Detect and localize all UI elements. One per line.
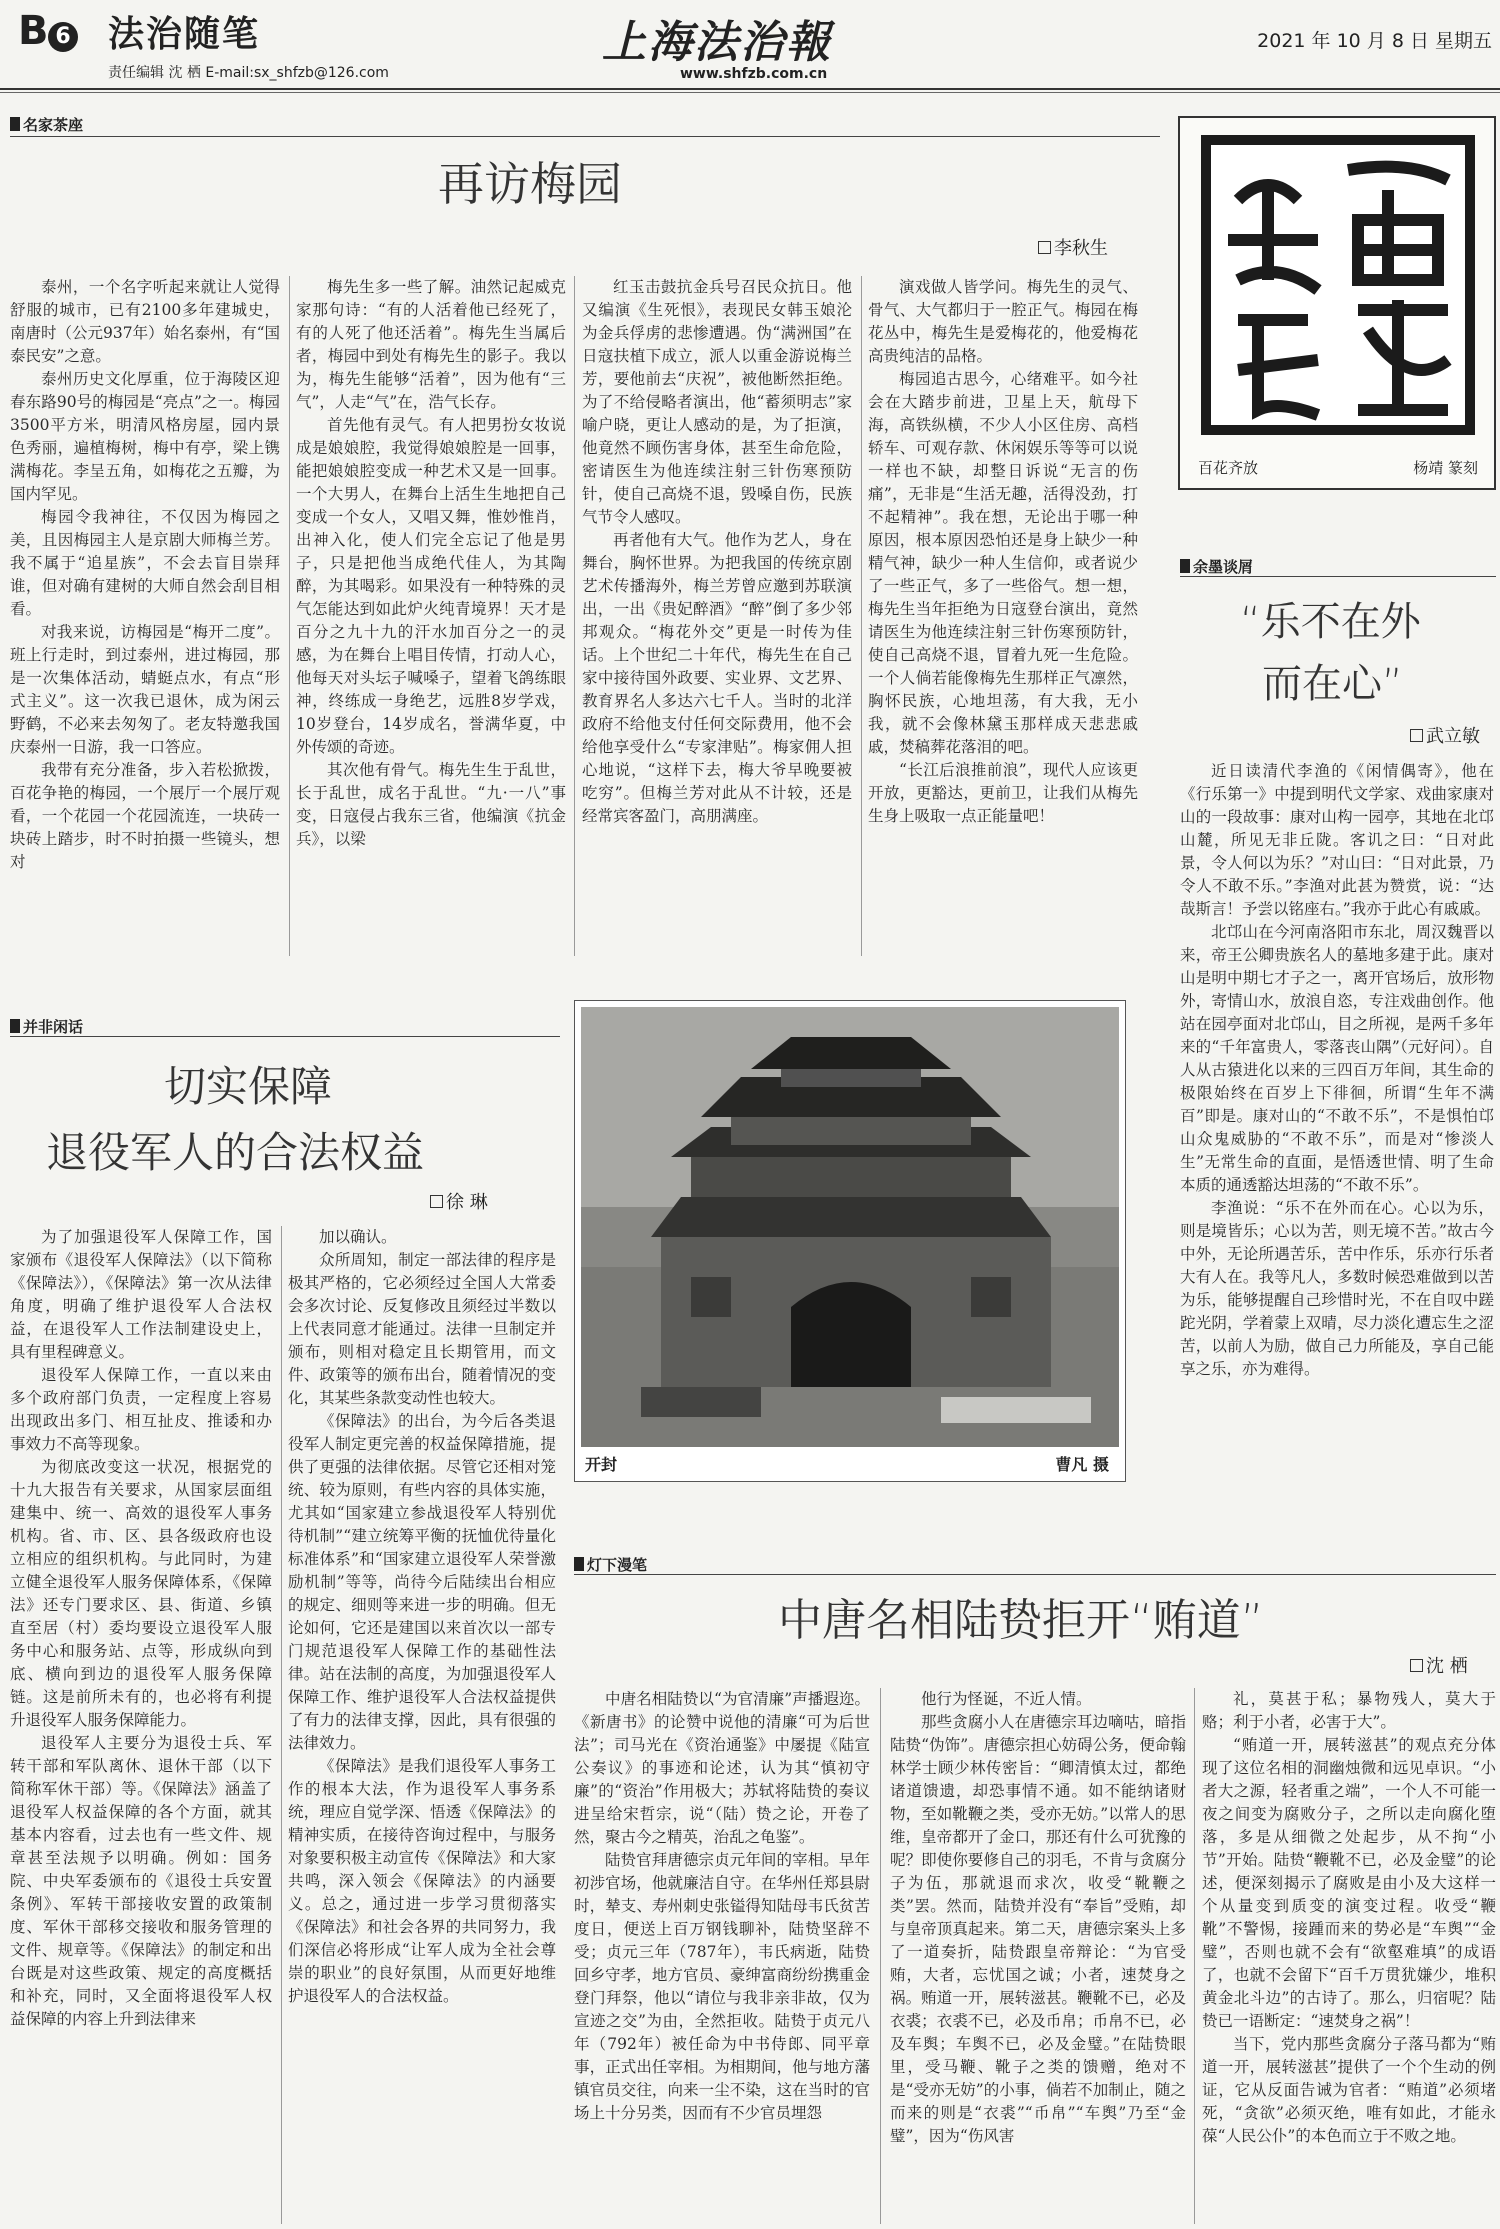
article-column-1 [574, 1688, 870, 2226]
seal-carving-image [1198, 130, 1478, 440]
paragraph: 为彻底改变这一状况，根据党的十九大报告有关要求，从国家层面组建集中、统一、高效的退役军人事务机构。省、市、区、县各级政府也设立相应的组织机构。与此同时，为建立健全退役军人服务保障体系，《保障法》还专门要求区、县、街道、乡镇直至居（村）委均要设立退役军人服务中心和服务站、点等，形成纵向到底、横向到边的退役军人服务保障链。这是前所未有的，也必将有利提升退役军人服务保障能力。 [10, 1458, 272, 1729]
paragraphs [582, 276, 852, 828]
paragraph: 《保障法》是我们退役军人事务工作的根本大法，作为退役军人事务系统，理应自觉学深、悟透《保障法》的精神实质，在接待咨询过程中，与服务对象要积极主动宣传《保障法》和大家共鸣，深入领会《保障法》的内涵要义。总之，通过进一步学习贯彻落实《保障法》和社会各界的共同努力，我们深信必将形成“让军人成为全社会尊崇的职业”的良好氛围，从而更好地维护退役军人的合法权益。 [288, 1757, 556, 2005]
paragraph: 他行为怪诞，不近人情。 [921, 1690, 1092, 1708]
article-column-2 [890, 1688, 1186, 2226]
page-number-badge [18, 8, 76, 52]
column-tag [1180, 556, 1253, 577]
column-divider [574, 276, 575, 956]
paragraph: 礼，莫甚于私；暴物残人，莫大于赂；利于小者，必害于大”。 [1202, 1690, 1496, 1731]
article-title-line1: “乐不在外 [1240, 599, 1421, 645]
paragraph: 退役军人主要分为退役士兵、军转干部和军队离休、退休干部（以下简称军休干部）等。《保障法》涵盖了退役军人权益保障的各个方面，就其基本内容看，过去也有一些文件、规章甚至法规予以明确。例如：国务院、中央军委颁布的《退役士兵安置条例》、军转干部接收安置的政策制度、军休干部移交接收和服务管理的文件、规章等。《保障法》的制定和出台既是对这些政策、规定的高度概括和补充，同时，又全面将退役军人权益保障的内容上升到法律来 [10, 1734, 272, 2028]
article-column-1 [10, 276, 280, 958]
column-tag [574, 1554, 647, 1575]
photo-frame [574, 1000, 1126, 1482]
paragraph: 泰州历史文化厚重，位于海陵区迎春东路90号的梅园是“亮点”之一。梅园3500平方米，明清风格房屋，园内景色秀丽，遍植梅树，梅中有亭，梁上镌满梅花。李呈五角，如梅花之五瓣，为国内罕见。 [10, 370, 280, 503]
paragraphs [288, 1226, 556, 2008]
paragraph: 众所周知，制定一部法律的程序是极其严格的，它必须经过全国人大常委会多次讨论、反复修改且须经过半数以上代表同意才能通过。法律一旦制定并颁布，则相对稳定且长期管用，而文件、政策等的颁布出台，随着情况的变化，其某些条款变动性也较大。 [288, 1251, 556, 1407]
article-column-4 [868, 276, 1138, 958]
tag-block-icon [10, 1019, 20, 1033]
newspaper-url: www.shfzb.com.cn [680, 66, 828, 82]
column-tag-label: 名家茶座 [23, 116, 84, 134]
photo-credit: 曹凡 摄 [1055, 1455, 1109, 1474]
paragraph: 陆贽官拜唐德宗贞元年间的宰相。早年初涉官场，他就廉洁自守。在华州任郑县尉时，辇支、寿州刺史张镒得知陆母韦氏贫苦度日，便送上百万钢钱聊补，陆贽坚辞不受；贞元三年（787年），韦氏病逝，陆贽回乡守孝，地方官员、豪绅富商纷纷携重金登门拜祭，他以“请位与我非亲非故，仅为宣迹之交”为由，全然拒收。陆贽于贞元八年（792年）被任命为中书侍郎、同平章事，正式出任宰相。为相期间，他与地方藩镇官员交往，向来一尘不染，这在当时的官场上十分另类，因而有不少官员埋怨 [574, 1851, 870, 2122]
paragraphs [296, 276, 566, 851]
editor-line: 责任编辑 沈 栖 E-mail:sx_shfzb@126.com [108, 65, 389, 81]
paragraphs [574, 1688, 870, 2125]
paragraphs [868, 276, 1138, 828]
paragraph: 《保障法》的出台，为今后各类退役军人制定更完善的权益保障措施，提供了更强的法律依据。尽管它还相对笼统、较为原则，有些内容的具体实施，尤其如“国家建立参战退役军人特别优待机制”“建立统筹平衡的抚恤优待量化标准体系”和“国家建立退役军人荣誉激励机制”等等，尚待今后陆续出台相应的规定、细则等来进一步的明确。但无论如何，它还是建国以来首次以一部专门规范退役军人保障工作的基础性法律。站在法制的高度，为加强退役军人保障工作、维护退役军人合法权益提供了有力的法律支撑，因此，具有很强的法律效力。 [288, 1412, 556, 1752]
paragraph: 当下，党内那些贪腐分子落马都为“贿道一开，展转滋甚”提供了一个个生动的例证，它从反面告诫为官者：“贿道”必须堵死，“贪欲”必须灭绝，唯有如此，才能永葆“人民公仆”的本色而立于不败之地。 [1202, 2035, 1496, 2145]
article-byline: 沈 栖 [1410, 1652, 1468, 1678]
paragraph: 其次他有骨气。梅先生生于乱世，长于乱世，成名于乱世。“九·一八”事变，日寇侵占我东三省，他编演《抗金兵》，以梁 [296, 761, 566, 848]
column-tag-label: 并非闲话 [23, 1018, 84, 1036]
paragraphs [10, 1226, 272, 2031]
paragraph: 中唐名相陆贽以“为官清廉”声播遐迩。《新唐书》的论赞中说他的清廉“可为后世法”；司马光在《资治通鉴》中屡提《陆宣公奏议》的事迹和论述，认为其“慎初守廉”的“资治”作用极大；苏轼将陆贽的奏议进呈给宋哲宗，说“（陆）贽之论，开卷了然，聚古今之精英，治乱之龟鉴”。 [574, 1690, 870, 1846]
page-number: 6 [48, 22, 78, 52]
article-column-2 [288, 1226, 556, 2226]
header-rule [0, 88, 1500, 90]
paragraph: 那些贪腐小人在唐德宗耳边嘀咕，暗指陆贽“伪饰”。唐德宗担心妨碍公务，便命翰林学士顾少林传密旨：“卿清慎太过，都绝诸道馈遗，却恐事情不通。如不能纳诸财物，至如靴鞭之类，受亦无妨。”以常人的思维，皇帝都开了金口，那还有什么可犹豫的呢？即使你要修自己的羽毛，不肯与贪腐分子为伍，那就退而求次，收受“靴鞭之类”罢。然而，陆贽并没有“奉旨”受贿，却与皇帝顶真起来。第二天，唐德宗案头上多了一道奏折，陆贽跟皇帝辩论：“为官受贿，大者，忘忧国之诚；小者，速焚身之祸。贿道一开，展转滋甚。鞭靴不已，必及衣裘；衣裘不已，必及币帛；币帛不已，必及车舆；车舆不已，必及金璧。”在陆贽眼里，受马鞭、靴子之类的馈赠，绝对不是“受亦无妨”的小事，倘若不加制止，随之而来的则是“衣裘”“币帛”“车舆”乃至“金璧”，因为“伤风害 [890, 1713, 1186, 2145]
tag-block-icon [574, 1557, 584, 1571]
paragraph: 梅园追古思今，心绪难平。如今社会在大踏步前进，卫星上天，航母下海，高铁纵横，不少人小区住房、高档轿车、可观存款、休闲娱乐等等可以说一样也不缺，却整日诉说“无言的伤痛”，无非是“生活无趣，活得没劲，打不起精神”。我在想，无论出于哪一种原因，根本原因恐怕还是身上缺少一种精气神，缺少一种人生信仰，或者说少了一些正气，多了一些俗气。想一想，梅先生当年拒绝为日寇登台演出，竟然请医生为他连续注射三针伤寒预防针，使自己高烧不退，冒着九死一生危险。一个人倘若能像梅先生那样正气凛然，胸怀民族，心地坦荡，有大我，无小我，就不会像林黛玉那样成天悲悲戚戚，焚稿葬花落泪的吧。 [868, 370, 1138, 756]
newspaper-logo: 上海法治報 [602, 17, 832, 68]
column-tag-label: 灯下漫笔 [587, 1556, 648, 1574]
column-divider [880, 1688, 881, 2224]
article-byline: 徐 琳 [430, 1188, 488, 1214]
paragraph: 我带有充分准备，步入若松掀拨，百花争艳的梅园，一个展厅一个展厅观看，一个花园一个花园流连，一块砖一块砖上踏步，时不时拍摄一些镜头，想对 [10, 761, 280, 871]
column-tag [10, 114, 83, 135]
seal-caption: 百花齐放 [1198, 459, 1259, 477]
photo-caption: 开封 [585, 1455, 618, 1474]
paragraph: 首先他有灵气。有人把男扮女妆说成是娘娘腔，我觉得娘娘腔是一回事，能把娘娘腔变成一种艺术又是一回事。一个大男人，在舞台上活生生地把自己变成一个女人，又唱又舞，惟妙惟肖，出神入化，使人们完全忘记了他是男子，只是把他当成绝代佳人，为其陶醉，为其喝彩。如果没有一种特殊的灵气怎能达到如此炉火纯青境界！天才是百分之九十九的汗水加百分之一的灵感，为在舞台上唱目传情，打动人心，他每天对头坛子喊嗓子，望着飞鸽练眼神，终练成一身绝艺，远胜8岁学戏，10岁登台，14岁成名，誉满华夏，中外传颂的奇迹。 [296, 416, 566, 756]
paragraph: 退役军人保障工作，一直以来由多个政府部门负责，一定程度上容易出现政出多门、相互扯皮、推诿和办事效力不高等现象。 [10, 1366, 272, 1453]
paragraphs [890, 1688, 1186, 2148]
column-divider [1194, 1688, 1195, 2224]
paragraph: 北邙山在今河南洛阳市东北，周汉魏晋以来，帝王公卿贵族名人的墓地多建于此。康对山是明中期七才子之一，离开官场后，放形物外，寄情山水，放浪自恣，专注戏曲创作。他站在园亭面对北邙山，目之所视，是两千多年来的“千年富贵人，零落丧山隅”（元好问）。自人从古猿进化以来的三四百万年间，其生命的极限始终在百岁上下徘徊，所谓“生年不满百”即是。康对山的“不敢不乐”，不是惧怕邙山众鬼威胁的“不敢不乐”，而是对“惨淡人生”无常生命的直面，是悟透世情、明了生命本质的通透豁达坦荡的“不敢不乐”。 [1180, 923, 1494, 1194]
article-column-1 [10, 1226, 272, 2226]
paragraph: 近日读清代李渔的《闲情偶寄》，他在《行乐第一》中提到明代文学家、戏曲家康对山的一段故事：康对山构一园亭，其地在北邙山麓，所见无非丘陇。客讥之曰：“日对此景，令人何以为乐？”对山曰：“日对此景，乃令人不敢不乐。”李渔对此甚为赞赏，说：“达哉斯言！予尝以铭座右。”我亦于此心有戚戚。 [1180, 762, 1494, 918]
paragraph: 泰州，一个名字听起来就让人觉得舒服的城市，已有2100多年建城史，南唐时（公元937年）始名泰州，有“国泰民安”之意。 [10, 278, 280, 365]
city-gate-illustration [581, 1007, 1119, 1447]
paragraph: “贿道一开，展转滋甚”的观点充分体现了这位名相的洞幽烛微和远见卓识。“小者大之源，轻者重之端”，一个人不可能一夜之间变为腐败分子，之所以走向腐化堕落，多是从细微之处起步，从不拘“小节”开始。陆贽“鞭靴不已，必及金璧”的论述，便深刻揭示了腐败是由小及大这样一个从量变到质变的演变过程。收受“鞭靴”不警惕，接踵而来的势必是“车舆”“金璧”，否则也就不会有“欲壑难填”的成语了，也就不会留下“百千万贯犹嫌少，堆积黄金北斗边”的古诗了。那么，归宿呢？陆贽已一语断定：“速焚身之祸”！ [1202, 1736, 1496, 2030]
page-letter: B [18, 8, 49, 54]
column-tag [10, 1016, 83, 1037]
paragraph: 再者他有大气。他作为艺人，身在舞台，胸怀世界。为把我国的传统京剧艺术传播海外，梅兰芳曾应邀到苏联演出，一出《贵妃醉酒》“醉”倒了多少邻邦观众。“梅花外交”更是一时传为佳话。上个世纪二十年代，梅先生在自己家中接待国外政要、实业界、文艺界、教育界名人多达六七千人。当时的北洋政府不给他支付任何交际费用，他不会给他享受什么“专家津贴”。梅家佣人担心地说，“这样下去，梅大爷早晚要被吃穷”。但梅兰芳对此从不计较，还是经常宾客盈门，高朋满座。 [582, 531, 852, 825]
column-rule [1180, 576, 1496, 577]
column-rule [574, 1574, 1496, 1575]
section-name: 法治随笔 [108, 14, 261, 55]
paragraphs [10, 276, 280, 874]
column-divider [861, 276, 862, 956]
article-title: 中唐名相陆贽拒开“贿道” [778, 1595, 1264, 1646]
issue-date: 2021 年 10 月 8 日 星期五 [1257, 30, 1492, 52]
column-divider [281, 1226, 282, 2224]
article-title-line1: 切实保障 [164, 1062, 333, 1111]
tag-block-icon [1180, 559, 1190, 573]
tag-block-icon [10, 117, 20, 131]
paragraph: 对我来说，访梅园是“梅开二度”。班上行走时，到过泰州，进过梅园，那是一次集体活动，蜻蜓点水，有点“形式主义”。这一次我已退休，成为闲云野鹤，不必来去匆匆了。老友特邀我国庆泰州一日游，我一口答应。 [10, 623, 280, 756]
paragraph: 李渔说：“乐不在外而在心。心以为乐，则是境皆乐；心以为苦，则无境不苦。”故古今中外，无论所遇苦乐，苦中作乐，乐亦行乐者大有人在。我等凡人，多数时候恐难做到以苦为乐，能够提醒自己珍惜时光，不在自叹中蹉跎光阴，学着蒙上双晴，尽力淡化遭忘生之涩苦，以前人为励，做自己力所能及，享自己能享之乐，亦为难得。 [1180, 1199, 1494, 1378]
article-title-line2: 退役军人的合法权益 [46, 1128, 425, 1177]
city-gate-photo [581, 1007, 1119, 1447]
article-column-1 [1180, 760, 1494, 1490]
paragraph: 梅园令我神往，不仅因为梅园之美，且因梅园主人是京剧大师梅兰芳。我不属于“追星族”，不会去盲目崇拜谁，但对确有建树的大师自然会刮目相看。 [10, 508, 280, 618]
article-title-line2: 而在心” [1262, 661, 1403, 707]
paragraph: 演戏做人皆学问。梅先生的灵气、骨气、大气都归于一腔正气。梅园在梅花丛中，梅先生是爱梅花的，他爱梅花高贵纯洁的品格。 [868, 278, 1138, 365]
header-rule-thin [0, 92, 1500, 93]
article-byline: 武立敏 [1410, 722, 1480, 748]
paragraph: 加以确认。 [319, 1228, 397, 1246]
paragraph: 红玉击鼓抗金兵号召民众抗日。他又编演《生死恨》，表现民女韩玉娘沦为金兵俘虏的悲惨遭遇。伪“满洲国”在日寇扶植下成立，派人以重金游说梅兰芳，要他前去“庆祝”，被他断然拒绝。为了不给侵略者演出，他“蓄须明志”家喻户晓，更让人感动的是，为了拒演，他竟然不顾伤害身体，甚至生命危险，密请医生为他连续注射三针伤寒预防针，使自己高烧不退，毁嗓自伤，民族气节令人感叹。 [582, 278, 852, 526]
article-byline: 李秋生 [1038, 234, 1108, 260]
article-column-3 [1202, 1688, 1496, 2226]
paragraphs [1180, 760, 1494, 1381]
column-divider [289, 276, 290, 956]
paragraphs [1202, 1688, 1496, 2148]
article-column-3 [582, 276, 852, 958]
paragraph: 为了加强退役军人保障工作，国家颁布《退役军人保障法》（以下简称《保障法》），《保障法》第一次从法律角度，明确了维护退役军人合法权益，在退役军人工作法制建设史上，具有里程碑意义。 [10, 1228, 272, 1361]
seal-carving-box [1178, 116, 1496, 490]
column-tag-label: 余墨谈屑 [1193, 558, 1254, 576]
column-rule [10, 1036, 560, 1037]
article-column-2 [296, 276, 566, 958]
paragraph: 梅先生多一些了解。油然记起威克家那句诗：“有的人活着他已经死了，有的人死了他还活着”。梅先生当属后者，梅园中到处有梅先生的影子。我以为，梅先生能够“活着”，因为他有“三气”，人走“气”在，浩气长存。 [296, 278, 566, 411]
column-rule [10, 136, 1160, 137]
seal-credit: 杨靖 篆刻 [1413, 459, 1478, 477]
article-title: 再访梅园 [438, 157, 622, 211]
paragraph: “长江后浪推前浪”，现代人应该更开放，更豁达，更前卫，让我们从梅先生身上吸取一点正能量吧！ [868, 761, 1138, 825]
